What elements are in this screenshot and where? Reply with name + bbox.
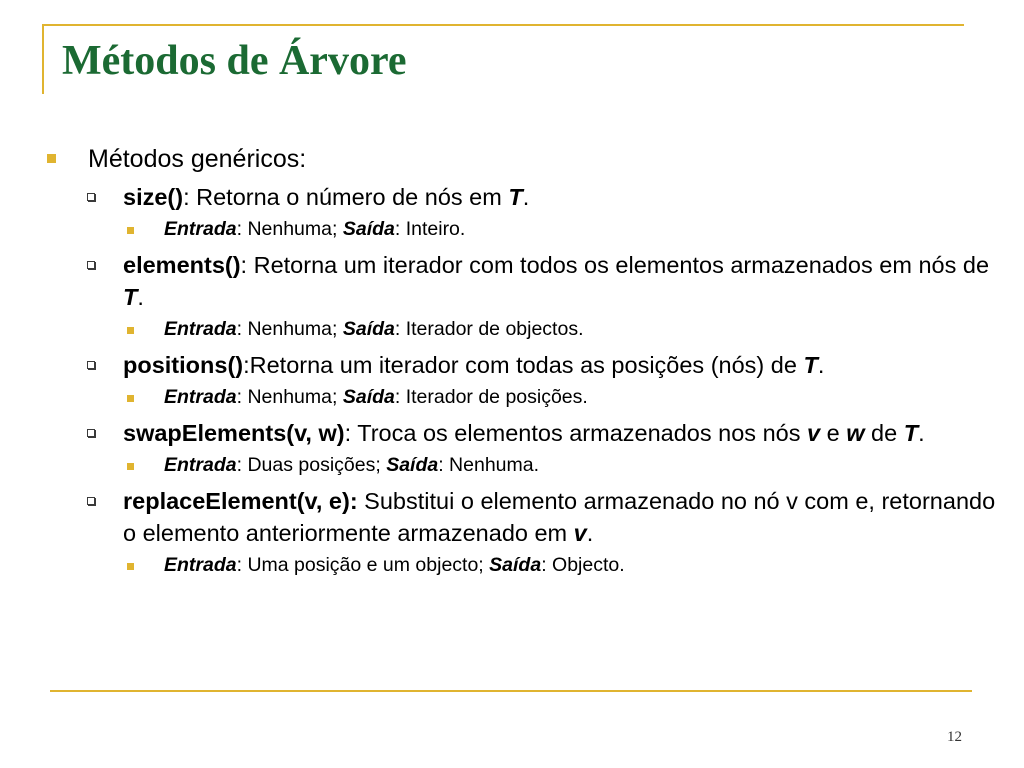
left-rule: [42, 24, 44, 94]
method-item: [40, 181, 1005, 213]
method-punctuation: .: [817, 352, 825, 379]
generic-methods-heading: Métodos genéricos:: [88, 145, 307, 173]
method-name: swapElements(v, w): [123, 420, 345, 447]
output-label: Saída: [342, 386, 395, 409]
method-punctuation: .: [586, 520, 594, 547]
method-description: :Retorna um iterador com todas as posições (nós) de: [243, 352, 804, 379]
input-label: Entrada: [164, 554, 237, 577]
input-label: Entrada: [164, 218, 237, 241]
hollow-square-bullet-icon: [87, 261, 95, 269]
input-label: Entrada: [164, 454, 237, 477]
method-item: [40, 349, 1005, 381]
top-rule: [42, 24, 964, 26]
hollow-square-bullet-icon: [87, 193, 95, 201]
output-label: Saída: [489, 554, 542, 577]
square-bullet-icon: [127, 227, 134, 234]
method-symbol: T: [903, 420, 919, 447]
method-description: : Retorna o número de nós em: [183, 184, 509, 211]
method-description: Substitui o elemento armazenado no nó v com e, retornando o elemento anteriormente armazenado em: [123, 488, 996, 547]
output-text: : Inteiro.: [394, 218, 466, 241]
page-number: 12: [947, 729, 962, 745]
method-description: e: [820, 420, 847, 447]
method-punctuation: .: [522, 184, 530, 211]
input-text: : Uma posição e um objecto;: [236, 554, 490, 577]
square-bullet-icon: [127, 327, 134, 334]
method-detail: [40, 216, 1005, 243]
method-name: positions(): [123, 352, 244, 379]
method-name: elements(): [123, 252, 241, 279]
input-text: : Nenhuma;: [236, 318, 343, 341]
output-label: Saída: [342, 318, 395, 341]
method-detail: [40, 384, 1005, 411]
bullet-generic-methods: [40, 144, 1005, 175]
method-item: [40, 249, 1005, 313]
input-text: : Nenhuma;: [236, 386, 343, 409]
square-bullet-icon: [127, 563, 134, 570]
output-label: Saída: [342, 218, 395, 241]
method-name: replaceElement(v, e):: [123, 488, 358, 515]
hollow-square-bullet-icon: [87, 361, 95, 369]
slide-title: Métodos de Árvore: [62, 38, 407, 84]
bottom-rule: [50, 690, 972, 692]
method-item: [40, 485, 1005, 549]
hollow-square-bullet-icon: [87, 497, 95, 505]
method-symbol: v: [573, 520, 587, 547]
method-symbol: w: [846, 420, 865, 447]
method-detail: [40, 316, 1005, 343]
method-symbol: T: [803, 352, 818, 379]
method-item: [40, 417, 1005, 449]
method-description: : Retorna um iterador com todos os elementos armazenados em nós de: [240, 252, 990, 279]
square-bullet-icon: [47, 154, 56, 163]
method-symbol: v: [807, 420, 821, 447]
input-text: : Duas posições;: [236, 454, 387, 477]
method-description: de: [864, 420, 904, 447]
slide-content: [40, 144, 1005, 579]
method-detail: [40, 552, 1005, 579]
hollow-square-bullet-icon: [87, 429, 95, 437]
square-bullet-icon: [127, 395, 134, 402]
output-text: : Iterador de posições.: [394, 386, 588, 409]
method-symbol: T: [123, 284, 138, 311]
method-description: : Troca os elementos armazenados nos nós: [344, 420, 807, 447]
square-bullet-icon: [127, 463, 134, 470]
input-text: : Nenhuma;: [236, 218, 343, 241]
output-label: Saída: [386, 454, 439, 477]
input-label: Entrada: [164, 386, 237, 409]
output-text: : Iterador de objectos.: [394, 318, 584, 341]
input-label: Entrada: [164, 318, 237, 341]
method-name: size(): [123, 184, 184, 211]
output-text: : Objecto.: [541, 554, 625, 577]
method-symbol: T: [508, 184, 523, 211]
method-detail: [40, 452, 1005, 479]
method-punctuation: .: [137, 284, 144, 311]
method-punctuation: .: [918, 420, 925, 447]
output-text: : Nenhuma.: [438, 454, 540, 477]
